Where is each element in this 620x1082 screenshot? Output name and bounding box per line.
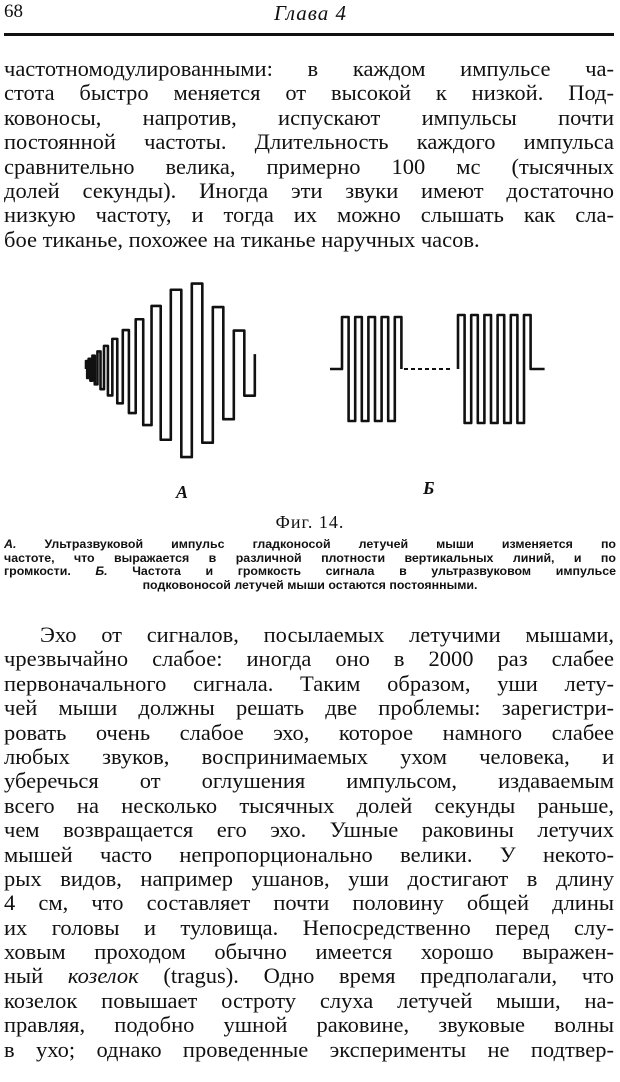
running-head: Глава 4	[274, 1, 347, 25]
text-line: козелок повышает остроту слуха летучей мыши, на-	[4, 988, 614, 1013]
text-line: уберечься от оглушения импульсом, издаваемым	[4, 769, 614, 794]
text-line: долей секунды). Иногда эти звуки имеют достаточно	[4, 178, 614, 203]
text-line: ровать очень слабое эхо, которое намного слабее	[4, 720, 614, 745]
page-number: 68	[4, 1, 23, 22]
text-line: чей мыши должны решать две проблемы: зарегистри-	[4, 696, 614, 721]
caption-line	[4, 565, 616, 579]
text-segment: ный	[4, 964, 68, 989]
text-line: первоначального сигнала. Таким образом, уши лету-	[4, 671, 614, 696]
text-line: постоянной частоты. Длительность каждого импульса	[4, 130, 614, 155]
caption-line	[4, 538, 616, 552]
text-line: мышей часто непропорционально велики. У некото-	[4, 842, 614, 867]
text-line: всего на несколько тысячных долей секунды раньше,	[4, 793, 614, 818]
wave-a-frequency-modulated	[86, 284, 255, 458]
text-segment: (tragus). Одно время предполагали, что	[138, 964, 614, 989]
figure-caption	[4, 538, 616, 592]
text-line: их головы и туловища. Непосредственно перед слу-	[4, 915, 614, 940]
text-line: стота быстро меняется от высокой к низкой. Под-	[4, 81, 614, 106]
text-line: чем возвращается его эхо. Ушные раковины летучих	[4, 818, 614, 843]
caption-text: громкости.	[4, 565, 96, 579]
text-line: рых видов, например ушанов, уши достигают в длину	[4, 866, 614, 891]
figure-14	[0, 270, 620, 510]
page-header	[4, 0, 614, 30]
figure-drawing	[0, 270, 620, 480]
figure-title: Фиг. 14.	[275, 512, 345, 532]
wave-b-right-block	[458, 315, 545, 423]
paragraph-1	[4, 57, 614, 252]
text-line: частотномодулированными: в каждом импульсе ча-	[4, 57, 614, 81]
text-line: правляя, подобно ушной раковине, звуковые волны	[4, 1013, 614, 1038]
caption-text: подковоносой летучей мыши остаются постоянными.	[142, 578, 478, 592]
caption-line	[4, 579, 616, 593]
caption-text: Частота и громкость сигнала в ультразвуковом импульсе	[107, 565, 616, 579]
text-line: ковоносы, напротив, испускают импульсы почти	[4, 105, 614, 130]
text-line: Эхо от сигналов, посылаемых летучими мышами,	[40, 623, 614, 647]
header-rule	[4, 33, 614, 36]
text-line: низкую частоту, и тогда их можно слышать как сла-	[4, 203, 614, 228]
text-line: любых звуков, воспринимаемых ухом человека, и	[4, 744, 614, 769]
wave-b-left-block	[330, 317, 401, 421]
text-line: в ухо; однако проведенные эксперименты не подтвер-	[4, 1037, 614, 1062]
italic-term: козелок	[67, 964, 139, 989]
paragraph-2	[4, 623, 614, 1062]
text-line: ховым проходом обычно имеется хорошо выражен-	[4, 940, 614, 965]
caption-lead: Б.	[95, 565, 108, 579]
text-line: чрезвычайно слабое: иногда оно в 2000 раз слабее	[4, 647, 614, 672]
text-line: сравнительно велика, примерно 100 мс (тысячных	[4, 154, 614, 179]
caption-text: Ультразвуковой импульс гладконосой летучей мыши изменяется по	[16, 538, 616, 551]
text-line	[4, 964, 614, 988]
panel-label-b: Б	[423, 478, 435, 498]
panel-label-a: А	[176, 482, 189, 502]
caption-line	[4, 552, 616, 566]
text-line: бое тиканье, похожее на тиканье наручных часов.	[4, 227, 480, 252]
caption-text: частоте, что выражается в различной плотности вертикальных линий, и по	[4, 551, 616, 565]
text-line: 4 см, что составляет почти половину общей длины	[4, 891, 614, 916]
caption-lead: А.	[4, 538, 17, 551]
